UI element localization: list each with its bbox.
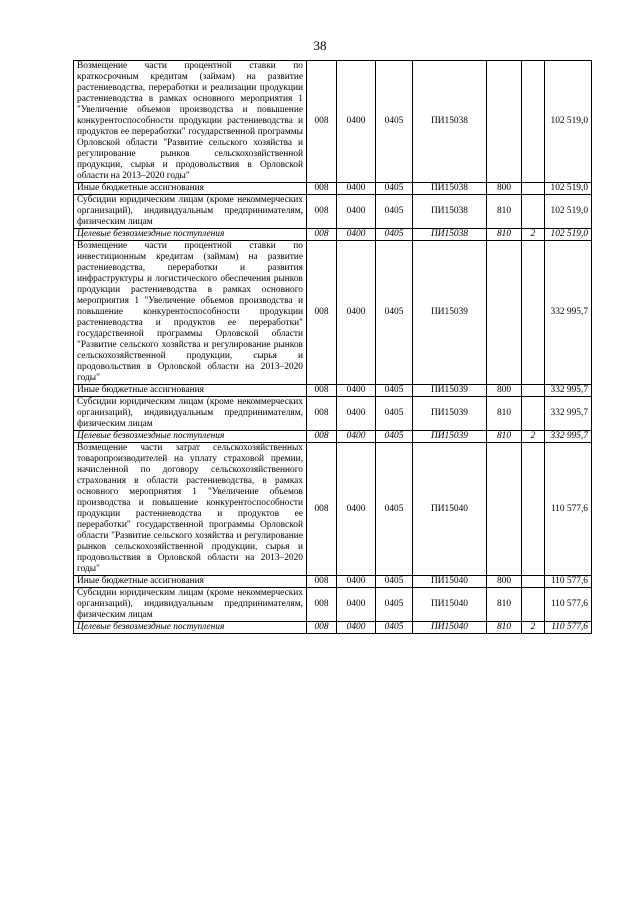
target-article-cell: ПИ15039 [413,241,487,385]
expense-type-cell: 810 [487,195,522,229]
target-article-cell: ПИ15039 [413,397,487,431]
amount-cell: 102 519,0 [545,229,592,241]
expense-type-cell [487,61,522,183]
row-description: Субсидии юридическим лицам (кроме некоммерческих организаций), индивидуальным предпринимателям, физическим лицам [74,397,307,431]
revenue-code-cell [522,385,545,397]
expense-type-cell: 800 [487,183,522,195]
table-row [74,195,592,229]
amount-cell: 102 519,0 [545,195,592,229]
section-code-cell: 0400 [337,229,376,241]
row-description: Иные бюджетные ассигнования [74,576,307,588]
subsection-code-cell: 0405 [376,241,413,385]
ministry-code-cell: 008 [307,622,337,634]
amount-cell: 332 995,7 [545,241,592,385]
row-description: Целевые безвозмездные поступления [74,622,307,634]
revenue-code-cell [522,443,545,576]
revenue-code-cell [522,195,545,229]
amount-cell: 332 995,7 [545,431,592,443]
row-description: Целевые безвозмездные поступления [74,229,307,241]
table-row-program-item [74,241,592,385]
table-row [74,576,592,588]
ministry-code-cell: 008 [307,397,337,431]
subsection-code-cell: 0405 [376,622,413,634]
amount-cell: 102 519,0 [545,183,592,195]
ministry-code-cell: 008 [307,576,337,588]
target-article-cell: ПИ15039 [413,385,487,397]
subsection-code-cell: 0405 [376,431,413,443]
section-code-cell: 0400 [337,397,376,431]
ministry-code-cell: 008 [307,229,337,241]
target-article-cell: ПИ15039 [413,431,487,443]
expense-type-cell [487,443,522,576]
revenue-code-cell [522,397,545,431]
ministry-code-cell: 008 [307,195,337,229]
target-article-cell: ПИ15040 [413,588,487,622]
row-description: Иные бюджетные ассигнования [74,183,307,195]
subsection-code-cell: 0405 [376,229,413,241]
amount-cell: 332 995,7 [545,385,592,397]
table-row-target-receipts [74,622,592,634]
ministry-code-cell: 008 [307,183,337,195]
amount-cell: 332 995,7 [545,397,592,431]
subsection-code-cell: 0405 [376,183,413,195]
revenue-code-cell: 2 [522,229,545,241]
ministry-code-cell: 008 [307,241,337,385]
subsection-code-cell: 0405 [376,61,413,183]
amount-cell: 102 519,0 [545,61,592,183]
section-code-cell: 0400 [337,588,376,622]
page-number: 38 [313,38,327,53]
table-row-program-item [74,61,592,183]
revenue-code-cell: 2 [522,431,545,443]
subsection-code-cell: 0405 [376,443,413,576]
target-article-cell: ПИ15038 [413,183,487,195]
amount-cell: 110 577,6 [545,576,592,588]
ministry-code-cell: 008 [307,431,337,443]
subsection-code-cell: 0405 [376,588,413,622]
amount-cell: 110 577,6 [545,443,592,576]
subsection-code-cell: 0405 [376,195,413,229]
table-row [74,385,592,397]
row-description: Возмещение части процентной ставки по краткосрочным кредитам (займам) на развитие растениеводства, переработки и реализации продукции растениеводства в рамках основного мероприятия 1 "Увеличение объемов производства и повышение конкурентоспособности продукции растениеводства и продуктов ее переработки" государственной программы Орловской области "Развитие сельского хозяйства и регулирование рынков сельскохозяйственной продукции, сырья и продовольствия в Орловской области на 2013–2020 годы" [74,61,307,183]
ministry-code-cell: 008 [307,61,337,183]
section-code-cell: 0400 [337,385,376,397]
target-article-cell: ПИ15040 [413,443,487,576]
section-code-cell: 0400 [337,431,376,443]
table-row [74,183,592,195]
revenue-code-cell: 2 [522,622,545,634]
target-article-cell: ПИ15040 [413,576,487,588]
subsection-code-cell: 0405 [376,385,413,397]
expense-type-cell: 810 [487,588,522,622]
revenue-code-cell [522,183,545,195]
section-code-cell: 0400 [337,61,376,183]
target-article-cell: ПИ15038 [413,195,487,229]
row-description: Иные бюджетные ассигнования [74,385,307,397]
row-description: Субсидии юридическим лицам (кроме некоммерческих организаций), индивидуальным предпринимателям, физическим лицам [74,588,307,622]
ministry-code-cell: 008 [307,588,337,622]
amount-cell: 110 577,6 [545,588,592,622]
table-row-target-receipts [74,431,592,443]
section-code-cell: 0400 [337,622,376,634]
revenue-code-cell [522,576,545,588]
amount-cell: 110 577,6 [545,622,592,634]
target-article-cell: ПИ15038 [413,61,487,183]
expense-type-cell: 800 [487,576,522,588]
revenue-code-cell [522,588,545,622]
budget-table [73,60,592,634]
expense-type-cell: 810 [487,229,522,241]
ministry-code-cell: 008 [307,385,337,397]
row-description: Субсидии юридическим лицам (кроме некоммерческих организаций), индивидуальным предпринимателям, физическим лицам [74,195,307,229]
section-code-cell: 0400 [337,443,376,576]
revenue-code-cell [522,241,545,385]
section-code-cell: 0400 [337,195,376,229]
expense-type-cell: 810 [487,397,522,431]
revenue-code-cell [522,61,545,183]
expense-type-cell: 810 [487,622,522,634]
table-row [74,588,592,622]
row-description: Целевые безвозмездные поступления [74,431,307,443]
table-row [74,397,592,431]
section-code-cell: 0400 [337,576,376,588]
table-row-program-item [74,443,592,576]
section-code-cell: 0400 [337,183,376,195]
row-description: Возмещение части затрат сельскохозяйственных товаропроизводителей на уплату страховой премии, начисленной по договору сельскохозяйственного страхования в области растениеводства, в рамках основного мероприятия 1 "Увеличение объемов производства и повышение конкурентоспособности продукции растениеводства и продуктов ее переработки" государственной программы Орловской области "Развитие сельского хозяйства и регулирование рынков сельскохозяйственной продукции, сырья и продовольствия в Орловской области на 2013–2020 годы" [74,443,307,576]
expense-type-cell: 810 [487,431,522,443]
target-article-cell: ПИ15040 [413,622,487,634]
expense-type-cell [487,241,522,385]
budget-table-body [74,61,592,634]
expense-type-cell: 800 [487,385,522,397]
target-article-cell: ПИ15038 [413,229,487,241]
ministry-code-cell: 008 [307,443,337,576]
subsection-code-cell: 0405 [376,576,413,588]
row-description: Возмещение части процентной ставки по инвестиционным кредитам (займам) на развитие растениеводства, переработки и развития инфраструктуры и логистического обеспечения рынков продукции растениеводства в рамках основного мероприятия 1 "Увеличение объемов производства и повышение конкурентоспособности продукции растениеводства и продуктов ее переработки" государственной программы Орловской области "Развитие сельского хозяйства и регулирование рынков сельскохозяйственной продукции, сырья и продовольствия в Орловской области на 2013–2020 годы" [74,241,307,385]
table-row-target-receipts [74,229,592,241]
subsection-code-cell: 0405 [376,397,413,431]
section-code-cell: 0400 [337,241,376,385]
